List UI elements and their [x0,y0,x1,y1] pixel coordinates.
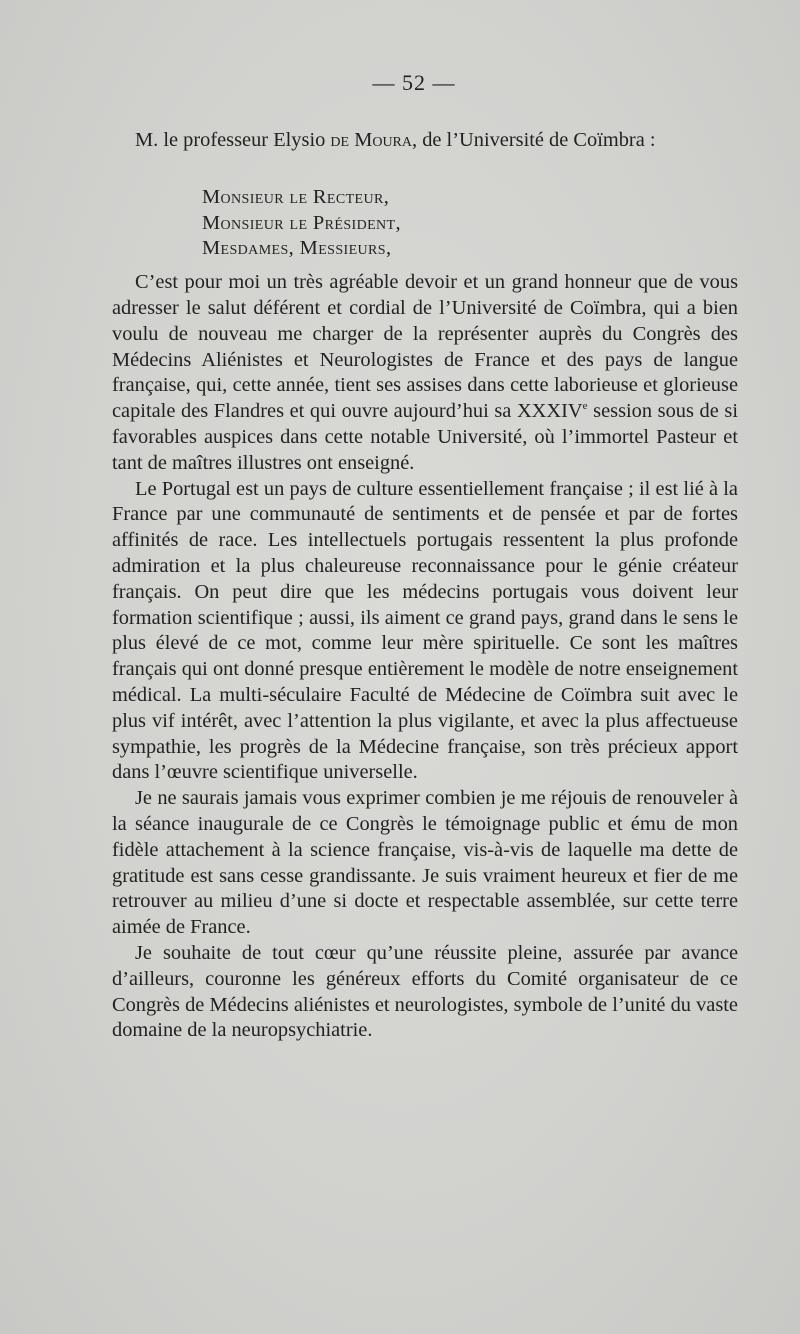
text-body [112,128,738,1044]
salutation-line-recteur: Monsieur le Recteur, [202,185,390,208]
speaker-title: M. le professeur [135,129,269,151]
salutation-line-president: Monsieur le Président, [202,211,401,234]
page-number: — 52 — [372,70,456,95]
paragraph-1 [112,270,738,476]
speaker-affiliation: de l’Université de Coïmbra : [422,129,656,151]
paragraph-3: Je ne saurais jamais vous exprimer combien je me réjouis de renouveler à la séance inaugurale de ce Congrès le témoignage public et ému de mon fidèle attachement à la science française, vis-à-vis de laquelle ma dette de gratitude est sans cesse grandissante. Je suis vraiment heureux et fier de me retrouver au milieu d’une si docte et respectable assemblée, sur cette terre aimée de France. [112,787,738,939]
salutation [202,185,738,262]
salutation-line-audience: Mesdames, Messieurs, [202,237,392,260]
speaker-first-name: Elysio [273,129,326,151]
speaker-particle: de [330,129,350,151]
paragraph-1-text: C’est pour moi un très agréable devoir et un grand honneur que de vous adresser le salut déférent et cordial de l’Université de Coïmbra, qui a bien voulu de nouveau me charger de la représenter auprès du Congrès des Médecins Aliénistes et Neurologistes de France et des pays de langue française, qui, cette année, tient ses assises dans cette laborieuse et glorieuse capitale des Flandres et qui ouvre aujourd’hui sa XXXIV [112,271,738,423]
paragraph-1-continuation: session sous de si favorables auspices dans cette notable Université, où l’immortel Pasteur et tant de maîtres illustres ont enseigné. [112,400,738,474]
speaker-surname: Moura, [354,129,418,151]
ordinal-superscript: e [582,400,588,413]
speaker-introduction [112,128,738,154]
paragraph-4: Je souhaite de tout cœur qu’une réussite pleine, assurée par avance d’ailleurs, couronne les généreux efforts du Comité organisateur de ce Congrès de Médecins aliénistes et neurologistes, symbole de l’unité du vaste domaine de la neuropsychiatrie. [112,941,738,1042]
paragraph-2: Le Portugal est un pays de culture essentiellement française ; il est lié à la France par une communauté de sentiments et de pensée et par de fortes affinités de race. Les intellectuels portugais ressentent la plus profonde admiration et la plus chaleureuse reconnaissance pour le génie créateur français. On peut dire que les médecins portugais vous doivent leur formation scientifique ; aussi, ils aiment ce grand pays, grand dans le sens le plus élevé de ce mot, comme leur mère spirituelle. Ce sont les maîtres français qui ont donné presque entièrement le modèle de notre enseignement médical. La multi-séculaire Faculté de Médecine de Coïmbra suit avec le plus vif intérêt, avec l’attention la plus vigilante, et avec la plus affectueuse sympathie, les progrès de la Médecine française, son très précieux apport dans l’œuvre scientifique universelle. [112,477,738,784]
